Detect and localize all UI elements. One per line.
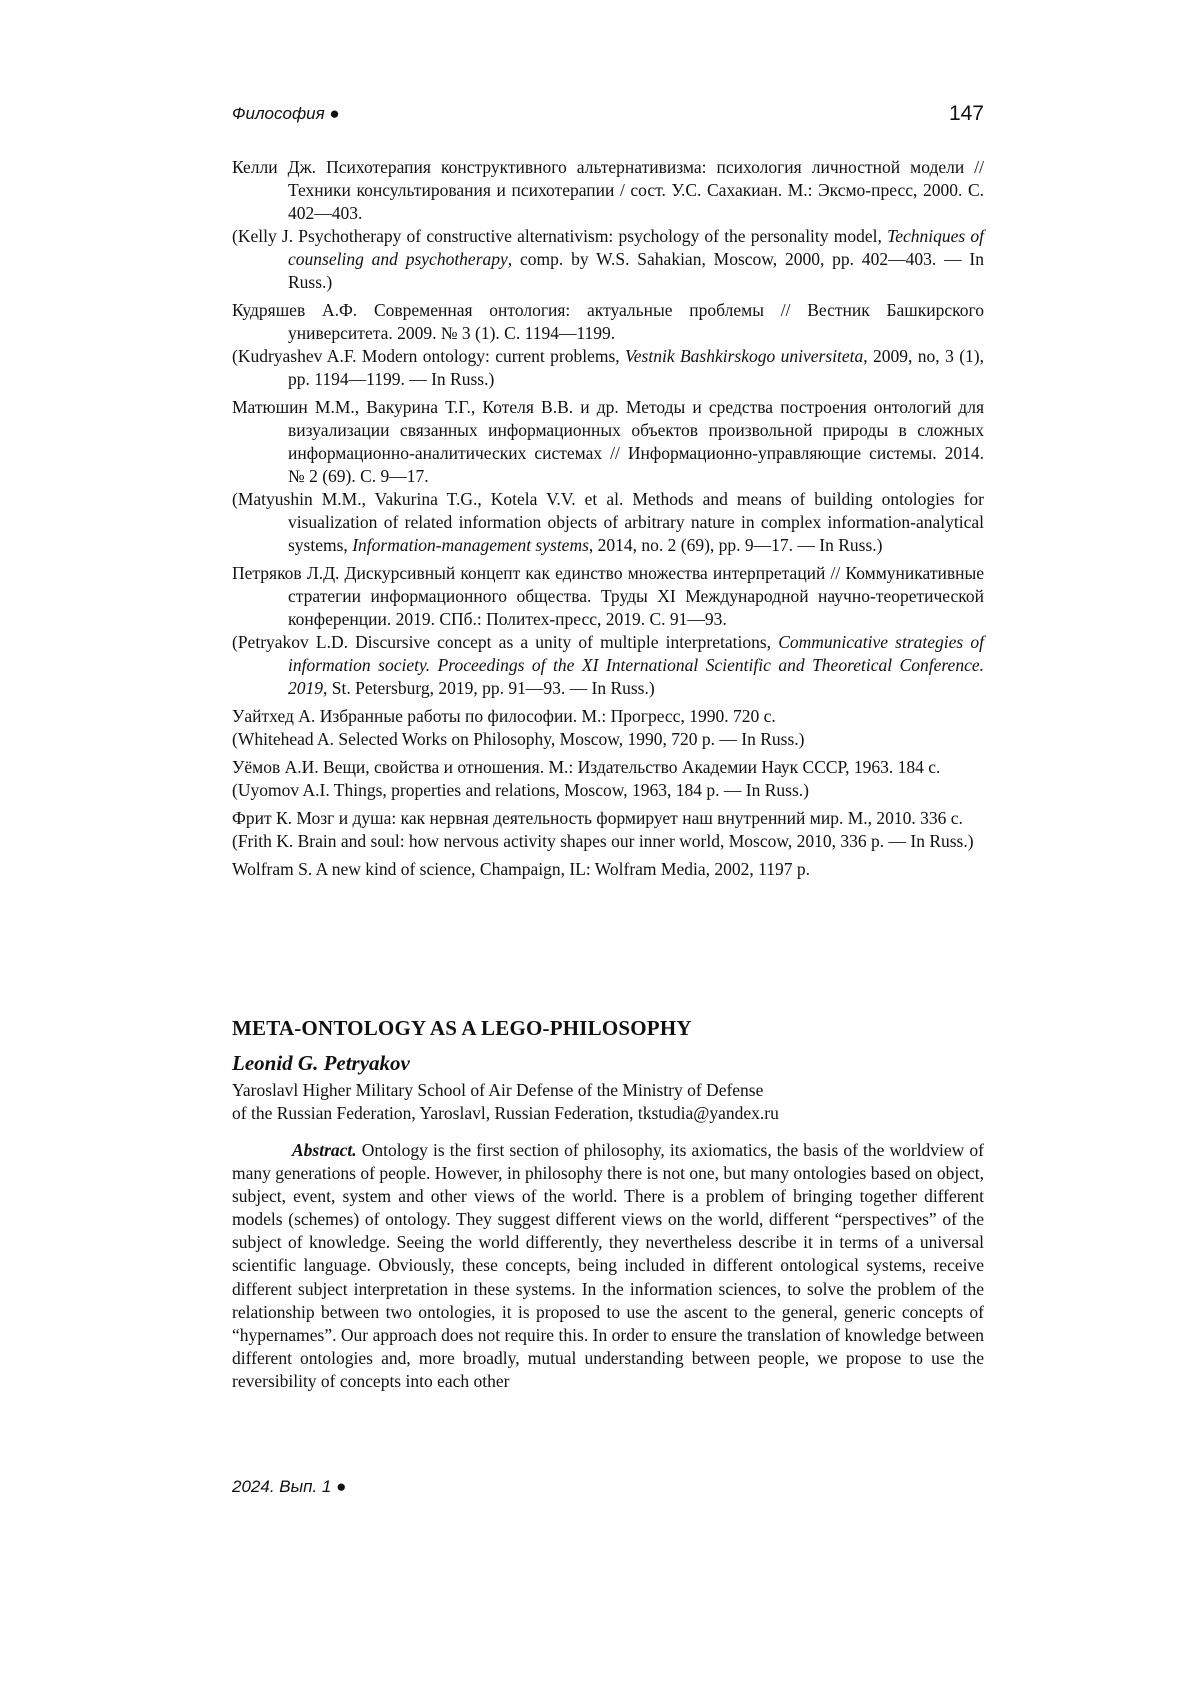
- author-name: Leonid G. Petryakov: [232, 1051, 410, 1075]
- reference-entry: [232, 299, 984, 391]
- reference-last: Wolfram S. A new kind of science, Champaign, IL: Wolfram Media, 2002, 1197 p.: [232, 859, 810, 879]
- reference-entry: [232, 705, 984, 751]
- reference-ru: Фрит К. Мозг и душа: как нервная деятельность формирует наш внутренний мир. М., 2010. 336 с.: [232, 808, 963, 828]
- reference-en: (Matyushin M.M., Vakurina T.G., Kotela V.V. et al. Methods and means of building ontologies for visualization of related information objects of arbitrary nature in complex information-analytical systems, Information-management systems, 2014, no. 2 (69), pp. 9—17. — In Russ.): [232, 489, 984, 555]
- reference-ru: Матюшин М.М., Вакурина Т.Г., Котеля В.В. и др. Методы и средства построения онтологий для визуализации связанных информационных объектов произвольной природы в сложных информационно-аналитических системах // Информационно-управляющие системы. 2014. № 2 (69). С. 9—17.: [232, 397, 984, 486]
- reference-entry: [232, 807, 984, 853]
- abstract: [232, 1139, 984, 1393]
- reference-source: Information-management systems: [352, 535, 589, 555]
- reference-en: (Whitehead A. Selected Works on Philosophy, Moscow, 1990, 720 p. — In Russ.): [232, 729, 805, 749]
- affiliation-line: of the Russian Federation, Yaroslavl, Russian Federation, tkstudia@yandex.ru: [232, 1103, 779, 1123]
- abstract-text: Ontology is the first section of philosophy, its axiomatics, the basis of the worldview of many generations of people. However, in philosophy there is not one, but many ontologies based on object, subject, event, system and other views of the world. There is a problem of bringing together different models (schemes) of ontology. They suggest different views on the world, different “perspectives” of the subject of knowledge. Seeing the world differently, they nevertheless describe it in terms of a universal scientific language. Obviously, these concepts, being included in different ontological systems, receive different subject interpretation in these systems. In the information sciences, to solve the problem of the relationship between two ontologies, it is proposed to use the ascent to the general, generic concepts of “hypernames”. Our approach does not require this. In order to ensure the translation of knowledge between different ontologies and, more broadly, mutual understanding between people, we propose to use the reversibility of concepts into each other: [232, 1140, 984, 1391]
- reference-en: (Frith K. Brain and soul: how nervous activity shapes our inner world, Moscow, 2010, 336 p. — In Russ.): [232, 831, 974, 851]
- reference-entry: [232, 396, 984, 557]
- issue-footer: 2024. Вып. 1 ●: [232, 1477, 347, 1496]
- reference-ru: Петряков Л.Д. Дискурсивный концепт как единство множества интерпретаций // Коммуникативные стратегии информационного общества. Труды XI Международной научно-теоретической конференции. 2019. СПб.: Политех-пресс, 2019. С. 91—93.: [232, 563, 984, 629]
- reference-source: Techniques of counseling and psychotherapy: [288, 226, 984, 269]
- article-title: META-ONTOLOGY AS A LEGO-PHILOSOPHY: [232, 1016, 692, 1040]
- reference-list: [232, 156, 984, 886]
- affiliation-line: Yaroslavl Higher Military School of Air Defense of the Ministry of Defense: [232, 1080, 764, 1100]
- reference-ru: Келли Дж. Психотерапия конструктивного альтернативизма: психология личностной модели // Техники консультирования и психотерапии / сост. У.С. Сахакиан. М.: Эксмо-пресс, 2000. С. 402—403.: [232, 157, 984, 223]
- reference-ru: Уёмов А.И. Вещи, свойства и отношения. М.: Издательство Академии Наук СССР, 1963. 184 с.: [232, 757, 941, 777]
- reference-en: (Petryakov L.D. Discursive concept as a unity of multiple interpretations, Communicative strategies of information society. Proceedings of the XI International Scientific and Theoretical Conference. 2019, St. Petersburg, 2019, pp. 91—93. — In Russ.): [232, 632, 984, 698]
- abstract-label: Abstract.: [292, 1140, 357, 1160]
- reference-en: (Kudryashev A.F. Modern ontology: current problems, Vestnik Bashkirskogo universiteta, 2009, no, 3 (1), pp. 1194—1199. — In Russ.): [232, 346, 984, 389]
- reference-entry: [232, 156, 984, 294]
- reference-entry: [232, 756, 984, 802]
- reference-entry: [232, 562, 984, 700]
- reference-ru: Уайтхед А. Избранные работы по философии. М.: Прогресс, 1990. 720 с.: [232, 706, 776, 726]
- page-number: 147: [948, 102, 984, 125]
- reference-source: Communicative strategies of information society. Proceedings of the XI International Scientific and Theoretical Conference. 2019: [288, 632, 984, 698]
- reference-entry: [232, 858, 984, 881]
- reference-en: (Kelly J. Psychotherapy of constructive alternativism: psychology of the personality model, Techniques of counseling and psychotherapy, comp. by W.S. Sahakian, Moscow, 2000, pp. 402—403. — In Russ.): [232, 226, 984, 292]
- reference-source: Vestnik Bashkirskogo universiteta: [625, 346, 864, 366]
- reference-ru: Кудряшев А.Ф. Современная онтология: актуальные проблемы // Вестник Башкирского университета. 2009. № 3 (1). С. 1194—1199.: [232, 300, 984, 343]
- reference-en: (Uyomov A.I. Things, properties and relations, Moscow, 1963, 184 p. — In Russ.): [232, 780, 809, 800]
- article-section: [232, 1016, 984, 1393]
- running-head: Философия ●: [232, 104, 340, 123]
